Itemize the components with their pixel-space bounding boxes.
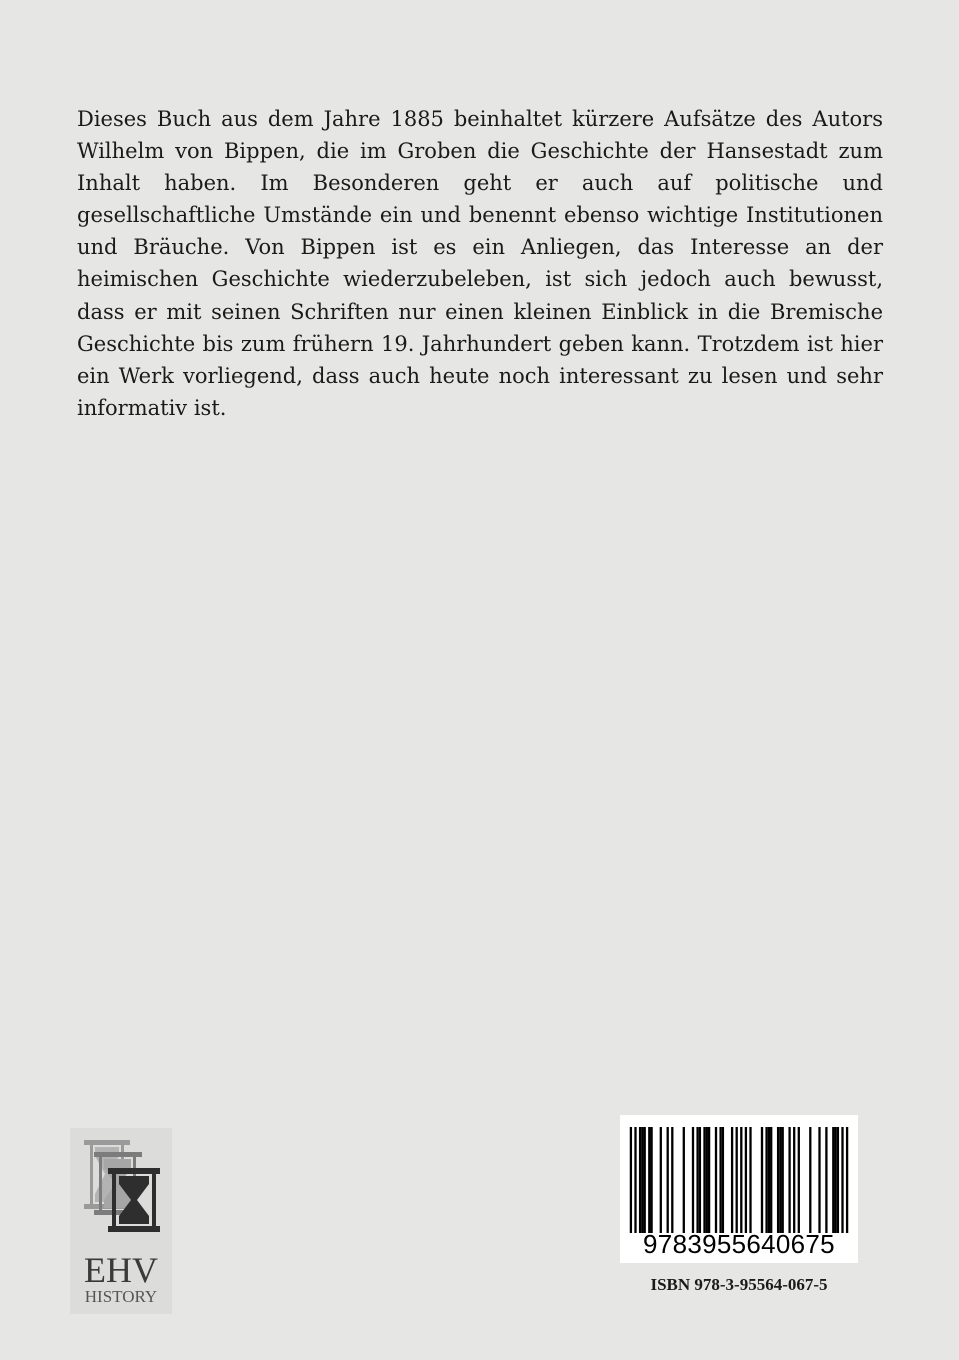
- publisher-subtitle: HISTORY: [84, 1287, 158, 1306]
- barcode-bar: [708, 1127, 710, 1233]
- barcode-bar: [779, 1127, 781, 1233]
- barcode-bar: [761, 1127, 763, 1233]
- barcode-bar: [793, 1127, 795, 1233]
- isbn-number: ISBN 978-3-95564-067-5: [650, 1275, 828, 1294]
- barcode-bar: [841, 1127, 843, 1233]
- barcode-bar: [644, 1127, 646, 1233]
- barcode-bar: [641, 1127, 643, 1233]
- barcode-bar: [650, 1127, 652, 1233]
- barcode-bar: [782, 1127, 784, 1233]
- barcode-bar: [648, 1127, 650, 1233]
- barcode-digits: 9783955640675: [643, 1229, 835, 1259]
- barcode: [620, 1115, 858, 1263]
- hourglass-icon: [70, 1128, 172, 1250]
- barcode-bar: [777, 1127, 779, 1233]
- barcode-bar: [719, 1127, 721, 1233]
- barcode-bar: [798, 1127, 800, 1233]
- barcode-bar: [731, 1127, 733, 1233]
- barcode-bar: [639, 1127, 641, 1233]
- barcode-bar: [660, 1127, 662, 1233]
- publisher-name: EHV: [84, 1250, 158, 1290]
- barcode-bar: [768, 1127, 770, 1233]
- barcode-bar: [736, 1127, 738, 1233]
- barcode-bar: [765, 1127, 767, 1233]
- barcode-bar: [825, 1127, 827, 1233]
- barcode-bar: [745, 1127, 747, 1233]
- barcode-bar: [715, 1127, 717, 1233]
- barcode-bar: [696, 1127, 698, 1233]
- publisher-logo: [70, 1128, 172, 1314]
- barcode-bar: [837, 1127, 839, 1233]
- barcode-bar: [788, 1127, 790, 1233]
- barcode-bar: [706, 1127, 708, 1233]
- barcode-bar: [692, 1127, 694, 1233]
- barcode-bar: [634, 1127, 636, 1233]
- barcode-bar: [832, 1127, 834, 1233]
- barcode-bar: [834, 1127, 836, 1233]
- barcode-bar: [699, 1127, 701, 1233]
- barcode-bar: [809, 1127, 811, 1233]
- barcode-bar: [818, 1127, 820, 1233]
- barcode-bar: [749, 1127, 751, 1233]
- barcode-bar: [630, 1127, 632, 1233]
- barcode-bar: [846, 1127, 848, 1233]
- barcode-bar: [740, 1127, 742, 1233]
- barcode-bar: [667, 1127, 669, 1233]
- book-description: Dieses Buch aus dem Jahre 1885 beinhaltet kürzere Aufsätze des Autors Wilhelm von Bippen, die im Groben die Geschichte der Hansestadt zum Inhalt haben. Im Besonderen geht er auch auf politische und gesellschaftliche Umstände ein und benennt ebenso wichtige Institutionen und Bräuche. Von Bippen ist es ein Anliegen, das Interesse an der heimischen Geschichte wiederzubeleben, ist sich jedoch auch bewusst, dass er mit seinen Schriften nur einen kleinen Einblick in die Bremische Geschichte bis zum frühern 19. Jahrhundert geben kann. Trotzdem ist hier ein Werk vorliegend, dass auch heute noch interessant zu lesen und sehr informativ ist.: [77, 107, 883, 420]
- barcode-bar: [671, 1127, 673, 1233]
- barcode-bar: [722, 1127, 724, 1233]
- barcode-bar: [683, 1127, 685, 1233]
- barcode-bar: [770, 1127, 772, 1233]
- barcode-icon: [620, 1115, 858, 1233]
- barcode-bar: [703, 1127, 705, 1233]
